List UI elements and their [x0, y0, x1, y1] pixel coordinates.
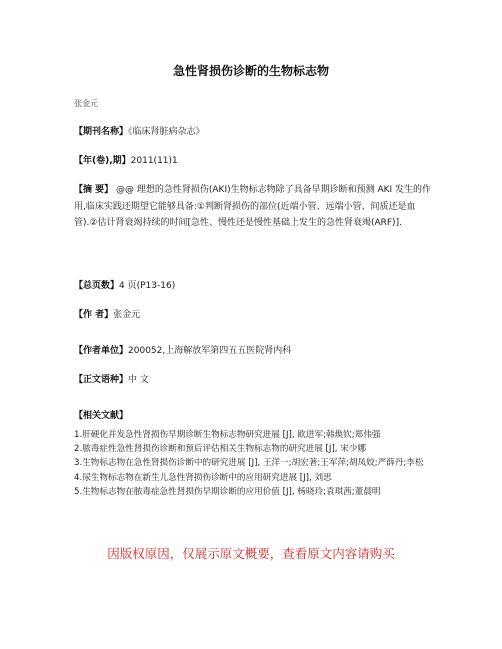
pages-value: 4 页(P13-16): [119, 281, 176, 291]
reference-item[interactable]: 1.肝硬化并发急性肾损伤早期诊断生物标志物研究进展 [J], 欧进军;韩焕钦;郑伟强: [74, 430, 381, 440]
author-field: [74, 309, 434, 322]
abstract-label: 【摘 要】: [74, 185, 114, 195]
year-field: [74, 155, 434, 168]
journal-value: 《临床肾脏病杂志》: [128, 127, 205, 137]
affiliation-field: [74, 345, 434, 358]
reference-item[interactable]: 2.脓毒症性急性肾损伤诊断和预后评估相关生物标志物的研究进展 [J], 宋少娜: [74, 444, 367, 455]
author-byline: 张金元: [74, 99, 98, 108]
year-label: 【年(卷),期】: [74, 156, 131, 166]
pages-label: 【总页数】: [74, 281, 120, 291]
reference-item[interactable]: 5.生物标志物在脓毒症急性肾损伤早期诊断的应用价值 [J], 杨晓玲;袁琪茜;董晨明: [74, 486, 381, 497]
references-list: [74, 428, 444, 499]
copyright-notice[interactable]: 因版权原因，仅展示原文概要，查看原文内容请购买: [107, 546, 395, 561]
author-value: 张金元: [113, 310, 141, 320]
abstract-field: [74, 182, 434, 232]
author-label: 【作 者】: [74, 310, 114, 320]
document-title: 急性肾损伤诊断的生物标志物: [172, 64, 329, 78]
journal-label: 【期刊名称】: [74, 127, 129, 137]
reference-item[interactable]: 3.生物标志物在急性肾损伤诊断中的研究进展 [J], 王洋一;胡宏著;王军萍;胡凤姣;严薛丹;李松: [74, 458, 424, 469]
reference-item[interactable]: 4.尿生物标志物在新生儿急性肾损伤诊断中的应用研究进展 [J], 刘思: [74, 472, 332, 483]
references-heading: 【相关文献】: [74, 411, 129, 421]
pages-field: [74, 280, 434, 293]
language-value: 中 文: [128, 375, 149, 385]
affiliation-value: 200052,上海解放军第四五五医院肾内科: [128, 346, 292, 356]
language-field: [74, 374, 434, 387]
abstract-value: @@ 理想的急性肾损伤(AKI)生物标志物除了具备早期诊断和预测 AKI 发生的作用,临床实践还期望它能够具备:①判断肾损伤的部位(近端小管、远端小管、间质还是血管).②估计肾衰竭持续的时间[急性、慢性还是慢性基础上发生的急性肾衰竭(ARF)].: [74, 185, 432, 228]
affiliation-label: 【作者单位】: [74, 346, 129, 356]
year-value: 2011(11)1: [130, 156, 178, 166]
language-label: 【正文语种】: [74, 375, 129, 385]
journal-field: [74, 126, 434, 139]
